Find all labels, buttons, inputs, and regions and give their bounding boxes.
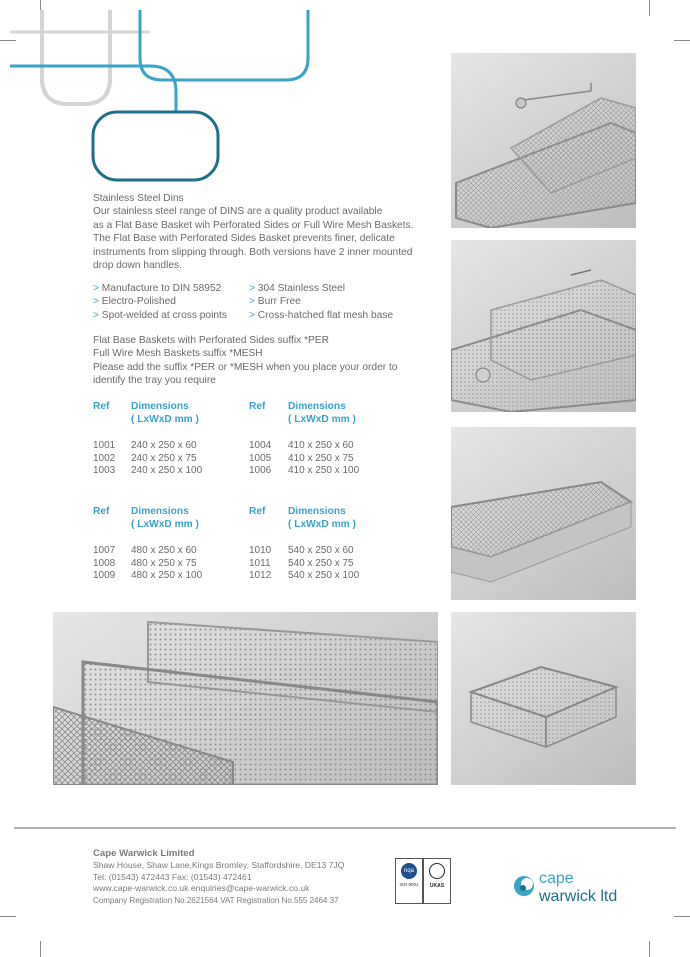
nqa-badge: nqa ISO 9001 xyxy=(395,858,423,904)
units-header: ( LxWxD mm ) xyxy=(288,414,356,425)
features-left xyxy=(93,282,253,322)
table-row: 1012 540 x 250 x 100 xyxy=(249,570,360,581)
footer-contact xyxy=(93,847,393,906)
feature-item: > Electro-Polished xyxy=(93,296,176,308)
product-photo xyxy=(451,427,636,600)
decorative-curve-right xyxy=(230,0,320,90)
dimensions-header: Dimensions xyxy=(131,506,189,517)
table-row: 1007 480 x 250 x 60 xyxy=(93,545,197,556)
feature-item: > Burr Free xyxy=(249,296,301,308)
table-row: 1011 540 x 250 x 75 xyxy=(249,557,354,569)
crown-icon xyxy=(429,863,445,879)
feature-item: > 304 Stainless Steel xyxy=(249,283,346,294)
ref-header: Ref xyxy=(249,506,266,517)
dimensions-header: Dimensions xyxy=(288,506,346,517)
decorative-curves xyxy=(0,0,240,190)
intro-line: The Flat Base with Perforated Sides Basket prevents finer, delicate xyxy=(93,233,395,245)
crop-mark xyxy=(649,0,650,16)
dimension-table xyxy=(249,400,399,477)
table-row: 1006 410 x 250 x 100 xyxy=(249,465,360,476)
cape-warwick-logo xyxy=(512,870,642,910)
intro-line: drop down handles. xyxy=(93,260,182,272)
crop-mark xyxy=(649,941,650,957)
ukas-badge: UKAS xyxy=(423,858,451,904)
product-photo-large xyxy=(53,612,438,785)
table-row: 1008 480 x 250 x 75 xyxy=(93,557,197,569)
product-photo xyxy=(451,240,636,412)
footer-divider xyxy=(14,827,676,829)
units-header: ( LxWxD mm ) xyxy=(288,519,356,530)
dimension-table xyxy=(93,505,243,582)
units-header: ( LxWxD mm ) xyxy=(131,519,199,530)
website-email[interactable]: www.cape-warwick.co.uk enquiries@cape-warwick.co.uk xyxy=(93,883,310,894)
ref-header: Ref xyxy=(93,506,110,517)
table-row: 1004 410 x 250 x 60 xyxy=(249,440,354,451)
product-photo xyxy=(451,53,636,228)
crop-mark xyxy=(0,916,16,917)
table-row: 1009 480 x 250 x 100 xyxy=(93,570,203,581)
dimension-table xyxy=(249,505,399,582)
phone: Tel: (01543) 472443 Fax: (01543) 472461 xyxy=(93,871,252,882)
dimensions-header: Dimensions xyxy=(131,401,189,412)
logo-text-bottom: warwick ltd xyxy=(539,888,618,905)
feature-item: > Manufacture to DIN 58952 xyxy=(93,283,222,294)
intro-title: Stainless Steel Dins xyxy=(93,193,184,204)
table-row: 1005 410 x 250 x 75 xyxy=(249,452,354,464)
dimensions-header: Dimensions xyxy=(288,401,346,412)
product-photo xyxy=(451,612,636,785)
intro-line: Our stainless steel range of DINS are a quality product available xyxy=(93,206,383,218)
logo-text-top: cape xyxy=(539,870,574,887)
company-name: Cape Warwick Limited xyxy=(93,848,195,859)
address: Shaw House, Shaw Lane,Kings Bromley, Staffordshire, DE13 7JQ xyxy=(93,860,345,870)
crop-mark xyxy=(674,40,690,41)
units-header: ( LxWxD mm ) xyxy=(131,414,199,425)
feature-item: > Spot-welded at cross points xyxy=(93,309,227,321)
logo-swoosh-icon xyxy=(512,874,536,898)
suffix-notes: Flat Base Baskets with Perforated Sides suffix *PER Full Wire Mesh Baskets suffix *MESH Please add the suffix *PER or *MESH when you place your order to identify the tray you require xyxy=(93,335,398,387)
dimension-table xyxy=(93,400,243,477)
intro-line: instruments from slipping through. Both versions have 2 inner mounted xyxy=(93,246,413,258)
crop-mark xyxy=(40,941,41,957)
ref-header: Ref xyxy=(249,401,266,412)
registration: Company Registration No.2621564 VAT Registration No.555 2464 37 xyxy=(93,895,339,905)
table-row: 1001 240 x 250 x 60 xyxy=(93,440,197,451)
feature-item: > Cross-hatched flat mesh base xyxy=(249,309,394,321)
table-row: 1002 240 x 250 x 75 xyxy=(93,452,197,464)
features-right xyxy=(249,282,429,322)
ref-header: Ref xyxy=(93,401,110,412)
table-row: 1010 540 x 250 x 60 xyxy=(249,545,354,556)
intro-block xyxy=(93,192,443,272)
crop-mark xyxy=(674,916,690,917)
intro-line: as a Flat Base Basket wih Perforated Sides or Full Wire Mesh Baskets. xyxy=(93,219,414,231)
table-row: 1003 240 x 250 x 100 xyxy=(93,465,203,476)
